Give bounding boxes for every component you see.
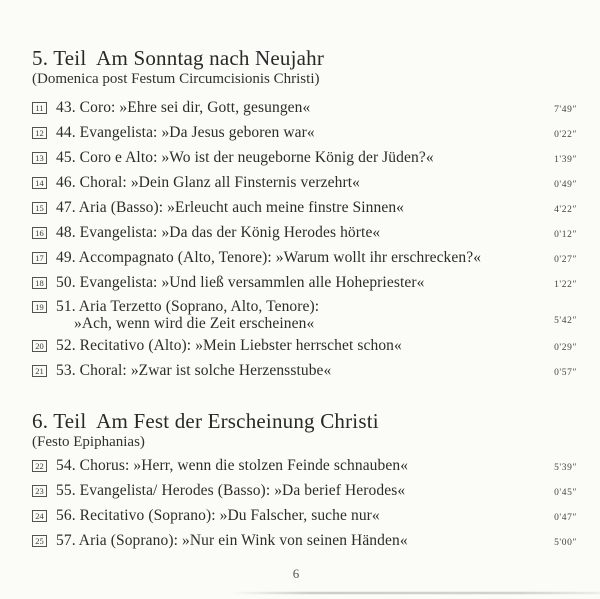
track-title: 44. Evangelista: »Da Jesus geboren war« <box>56 124 315 141</box>
track-number-box: 24 <box>32 510 47 522</box>
track-number-box: 22 <box>32 460 47 472</box>
track-number-box: 23 <box>32 485 47 497</box>
track-row <box>32 124 577 144</box>
track-title: 49. Accompagnato (Alto, Tenore): »Warum wollt ihr erschrecken?« <box>56 249 482 266</box>
track-title: 54. Chorus: »Herr, wenn die stolzen Feinde schnauben« <box>56 457 409 474</box>
track-duration: 0'45″ <box>554 488 577 498</box>
track-number-box: 13 <box>32 152 47 164</box>
track-duration: 7'49″ <box>554 105 577 115</box>
track-number-box: 15 <box>32 202 47 214</box>
tracklist-part5 <box>32 99 577 382</box>
track-title: 47. Aria (Basso): »Erleucht auch meine finstre Sinnen« <box>56 199 405 216</box>
track-number-box: 25 <box>32 535 47 547</box>
track-title: 55. Evangelista/ Herodes (Basso): »Da berief Herodes« <box>56 482 406 499</box>
track-row <box>32 199 577 219</box>
track-title: 56. Recitativo (Soprano): »Du Falscher, suche nur« <box>56 507 380 524</box>
track-duration: 5'42″ <box>554 316 577 326</box>
track-title-line2: »Ach, wenn wird die Zeit erscheinen« <box>74 314 315 332</box>
section-subtitle: (Domenica post Festum Circumcisionis Christi) <box>32 71 320 87</box>
page-edge-shadow <box>230 592 600 594</box>
track-row <box>32 299 577 332</box>
track-number-box: 16 <box>32 227 47 239</box>
track-title: 52. Recitativo (Alto): »Mein Liebster herrschet schon« <box>56 337 402 354</box>
track-number-box: 20 <box>32 340 47 352</box>
page-number: 6 <box>292 566 300 581</box>
track-title: 57. Aria (Soprano): »Nur ein Wink von seinen Händen« <box>56 532 408 549</box>
track-duration: 1'22″ <box>554 280 577 290</box>
track-row <box>32 274 577 294</box>
track-duration: 0'27″ <box>554 255 577 265</box>
track-row <box>32 337 577 357</box>
track-title <box>56 299 554 332</box>
track-title-line1: 51. Aria Terzetto (Soprano, Alto, Tenore): <box>56 298 320 315</box>
track-title: 45. Coro e Alto: »Wo ist der neugeborne König der Jüden?« <box>56 149 434 166</box>
track-number-box: 17 <box>32 252 47 264</box>
track-duration: 0'29″ <box>554 343 577 353</box>
track-row <box>32 532 577 552</box>
track-duration: 4'22″ <box>554 205 577 215</box>
track-row <box>32 457 577 477</box>
track-row <box>32 249 577 269</box>
section-title: 6. Teil Am Fest der Erscheinung Christi <box>32 409 379 433</box>
track-duration: 0'47″ <box>554 513 577 523</box>
section-title: 5. Teil Am Sonntag nach Neujahr <box>32 46 325 70</box>
section-subtitle: (Festo Epiphanias) <box>32 434 145 450</box>
track-row <box>32 174 577 194</box>
track-title: 43. Coro: »Ehre sei dir, Gott, gesungen« <box>56 99 311 116</box>
track-number-box: 21 <box>32 365 47 377</box>
track-duration: 0'12″ <box>554 230 577 240</box>
tracklist-part6 <box>32 457 577 552</box>
track-duration: 1'39″ <box>554 155 577 165</box>
track-duration: 5'39″ <box>554 463 577 473</box>
track-row <box>32 362 577 382</box>
track-title: 46. Choral: »Dein Glanz all Finsternis verzehrt« <box>56 174 360 191</box>
track-duration: 0'49″ <box>554 180 577 190</box>
track-row <box>32 99 577 119</box>
track-number-box: 18 <box>32 277 47 289</box>
track-duration: 0'22″ <box>554 130 577 140</box>
track-number-box: 14 <box>32 177 47 189</box>
track-title: 48. Evangelista: »Da das der König Herodes hörte« <box>56 224 381 241</box>
track-number-box: 19 <box>32 301 47 313</box>
track-number-box: 12 <box>32 127 47 139</box>
track-row <box>32 149 577 169</box>
track-number-box: 11 <box>32 102 47 114</box>
track-title: 50. Evangelista: »Und ließ versammlen alle Hohepriester« <box>56 274 425 291</box>
track-title: 53. Choral: »Zwar ist solche Herzensstube« <box>56 362 332 379</box>
track-duration: 0'57″ <box>554 368 577 378</box>
track-row <box>32 482 577 502</box>
track-row <box>32 224 577 244</box>
track-row <box>32 507 577 527</box>
track-duration: 5'00″ <box>554 538 577 548</box>
